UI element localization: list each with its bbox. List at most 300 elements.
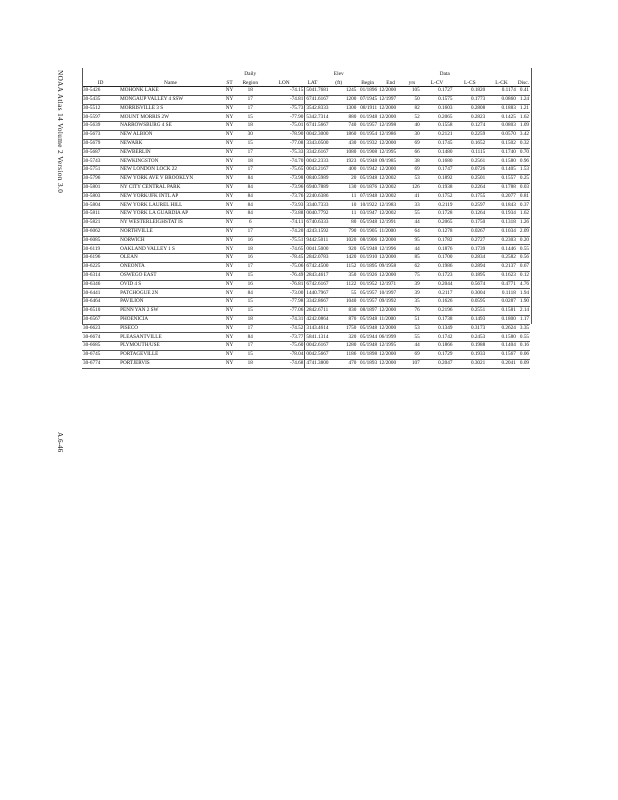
table-cell: 84 <box>237 210 263 219</box>
table-cell: 0.2259 <box>453 130 486 139</box>
table-cell: 12/2000 <box>378 104 403 113</box>
table-cell: 1.09 <box>517 122 530 131</box>
table-cell: NY <box>222 262 237 271</box>
table-cell: 0.0726 <box>453 166 486 175</box>
table-cell: 12/2000 <box>378 236 403 245</box>
table-cell: -73.96 <box>263 183 305 192</box>
table-cell: 0.1755 <box>453 192 486 201</box>
table-cell: 30-6567 <box>82 315 119 324</box>
table-cell: NY <box>222 254 237 263</box>
table-cell: 01/1957 <box>357 298 378 307</box>
table-cell: 07/1945 <box>357 95 378 104</box>
table-cell: NY <box>222 183 237 192</box>
table-cell: NY <box>222 350 237 359</box>
column-header: (ft) <box>320 77 357 87</box>
table-cell: 35 <box>403 298 420 307</box>
table-cell: 0.2894 <box>453 262 486 271</box>
table-cell: -73.77 <box>263 333 305 342</box>
table-cell: 30-5751 <box>82 166 119 175</box>
table-cell: 1.90 <box>517 298 530 307</box>
table-cell: 130 <box>320 183 357 192</box>
table-cell: 1.26 <box>517 218 530 227</box>
table-cell: 1152 <box>320 262 357 271</box>
table-cell: 30-6441 <box>82 289 119 298</box>
table-cell: 18 <box>237 315 263 324</box>
table-cell: NEW YORK LAUREL HILL <box>119 201 222 210</box>
table-cell: 17 <box>237 262 263 271</box>
table-cell: 0.1567 <box>486 350 517 359</box>
table-cell: 0043.2167 <box>306 166 329 173</box>
table-row <box>82 218 530 227</box>
table-row <box>82 130 530 139</box>
table-cell: 01/1942 <box>357 166 378 175</box>
table-row <box>82 95 530 104</box>
table-cell: PLEASANTVILLE <box>119 333 222 342</box>
table-cell: 30-6346 <box>82 280 119 289</box>
table-cell: PHOENICIA <box>119 315 222 324</box>
table-cell: -73.88 <box>263 210 305 219</box>
table-cell: 30-5811 <box>82 210 119 219</box>
table-cell: 0.1866 <box>421 342 454 351</box>
table-row <box>82 113 530 122</box>
column-header: ID <box>82 77 119 87</box>
column-header: End <box>378 77 403 87</box>
column-header: L-CV <box>421 77 454 87</box>
table-cell: 430 <box>320 139 357 148</box>
table-cell: PENN YAN 2 SW <box>119 306 222 315</box>
table-cell: 12/1971 <box>378 280 403 289</box>
table-cell: NY <box>222 210 237 219</box>
table-cell: MOHONK LAKE <box>119 87 222 96</box>
table-cell: 0.2196 <box>421 306 454 315</box>
table-cell: 400 <box>320 166 357 175</box>
table-cell: 1245 <box>320 87 357 96</box>
table-cell: 0.1318 <box>486 218 517 227</box>
table-cell: 05/1948 <box>357 157 378 166</box>
table-cell: 0.70 <box>517 148 530 157</box>
header-row <box>82 77 530 87</box>
table-cell: ONEONTA <box>119 262 222 271</box>
table-cell: 0.3173 <box>453 324 486 333</box>
table-cell: PAVILION <box>119 298 222 307</box>
table-cell: -74.20 <box>263 227 305 236</box>
table-cell: 0.1883 <box>486 104 517 113</box>
table-cell: -74.11 <box>263 218 305 227</box>
table-cell: 830 <box>320 306 357 315</box>
table-cell: 84 <box>237 201 263 210</box>
table-cell: 84 <box>237 174 263 183</box>
table-cell: -73.76 <box>263 192 305 201</box>
table-cell: OVID 4 S <box>119 280 222 289</box>
table-cell: 66 <box>403 148 420 157</box>
table-cell: -78.90 <box>263 130 305 139</box>
table-cell: 17 <box>237 148 263 157</box>
table-cell: NY <box>222 148 237 157</box>
table-row <box>82 298 530 307</box>
table-cell: NY <box>222 245 237 254</box>
table-cell: 1122 <box>320 280 357 289</box>
table-cell: 740 <box>320 122 357 131</box>
table-cell: 30-6674 <box>82 333 119 342</box>
table-cell: 44 <box>403 218 420 227</box>
table-cell: 12/1991 <box>378 218 403 227</box>
table-cell: 0.1782 <box>421 236 454 245</box>
table-cell: 0.1747 <box>421 166 454 175</box>
table-cell: 0.1623 <box>486 271 517 280</box>
table-cell: 30 <box>403 130 420 139</box>
table-cell: 0.1933 <box>453 350 486 359</box>
table-cell: 0.1876 <box>421 245 454 254</box>
table-cell: 6740.6333 <box>306 219 329 226</box>
table-cell: 01/1896 <box>357 87 378 96</box>
table-cell: 1440.7967 <box>306 289 329 296</box>
table-cell: 0.2044 <box>421 280 454 289</box>
table-cell: 12/2002 <box>378 174 403 183</box>
table-cell: 30-5821 <box>82 218 119 227</box>
table-cell: 0.1740 <box>486 148 517 157</box>
table-cell: 470 <box>320 359 357 368</box>
table-cell: 01/1926 <box>357 271 378 280</box>
table-cell: 350 <box>320 271 357 280</box>
table-cell: 0.1502 <box>486 139 517 148</box>
table-row <box>82 148 530 157</box>
table-cell: OLEAN <box>119 254 222 263</box>
table-cell: 0.1558 <box>421 122 454 131</box>
table-cell: 4.76 <box>517 280 530 289</box>
table-cell: 12/1997 <box>378 95 403 104</box>
table-cell: 10/1997 <box>378 289 403 298</box>
table-cell: 0.37 <box>517 201 530 210</box>
table-cell: 12/2000 <box>378 139 403 148</box>
table-cell: 1300 <box>320 104 357 113</box>
table-cell: 0.2561 <box>453 157 486 166</box>
table-cell: 0.1739 <box>453 245 486 254</box>
table-cell: 3342.8667 <box>306 298 329 305</box>
table-cell: 12/1996 <box>378 245 403 254</box>
table-cell: 0.55 <box>517 245 530 254</box>
table-cell: 880 <box>320 113 357 122</box>
table-body <box>82 87 530 369</box>
table-cell: 0840.5989 <box>306 175 329 182</box>
table-cell: 15 <box>237 271 263 280</box>
table-cell: 0.2137 <box>486 262 517 271</box>
table-cell: 0.2047 <box>421 359 454 368</box>
table-cell: 18 <box>237 245 263 254</box>
table-cell: NY <box>222 139 237 148</box>
table-cell: 08/1906 <box>357 236 378 245</box>
table-cell: 30-6685 <box>82 342 119 351</box>
table-cell: -75.60 <box>263 342 305 351</box>
table-cell: 0.1557 <box>486 174 517 183</box>
running-head <box>52 70 66 320</box>
table-cell: 0.2727 <box>453 236 486 245</box>
table-cell: 0.32 <box>517 139 530 148</box>
table-cell: 1.94 <box>517 289 530 298</box>
table-cell: 1200 <box>320 95 357 104</box>
table-cell: 30-6196 <box>82 254 119 263</box>
table-cell: 1020 <box>320 236 357 245</box>
table-cell: -78.45 <box>263 254 305 263</box>
table-cell: 0.1118 <box>486 289 517 298</box>
table-cell: NEW ALBION <box>119 130 222 139</box>
table-cell: 12/1986 <box>378 130 403 139</box>
table-cell: 64 <box>403 227 420 236</box>
table-cell: 10 <box>320 201 357 210</box>
table-cell: 790 <box>320 227 357 236</box>
table-cell: 17 <box>237 227 263 236</box>
table-cell: NY <box>222 298 237 307</box>
table-cell: -74.70 <box>263 157 305 166</box>
table-cell: NY <box>222 359 237 368</box>
table-cell: 0.1115 <box>453 148 486 157</box>
table-cell: 30 <box>237 130 263 139</box>
table-cell: 0.1603 <box>421 104 454 113</box>
table-cell: 0.2041 <box>486 359 517 368</box>
column-header: L-CK <box>486 77 517 87</box>
table-row <box>82 139 530 148</box>
table-cell: 05/1948 <box>357 315 378 324</box>
column-header: LON <box>263 77 305 87</box>
table-cell: 0.1820 <box>453 87 486 96</box>
table-cell: 0.2453 <box>453 333 486 342</box>
table-cell: 07/1948 <box>357 192 378 201</box>
table-cell: NY <box>222 174 237 183</box>
table-cell: 2.14 <box>517 306 530 315</box>
table-cell: 0.1738 <box>421 315 454 324</box>
table-cell: 69 <box>403 139 420 148</box>
table-cell: 05/1948 <box>357 245 378 254</box>
table-cell: 0.1581 <box>486 306 517 315</box>
table-cell: 0.1404 <box>486 342 517 351</box>
table-cell: 05/1948 <box>357 218 378 227</box>
table-cell: 3.42 <box>517 130 530 139</box>
table-cell: 62 <box>403 262 420 271</box>
table-cell: PATCHOGUE 2N <box>119 289 222 298</box>
table-cell: NEW YORK AVE V BROOKLYN <box>119 174 222 183</box>
table-cell: NY <box>222 315 237 324</box>
table-cell: 18 <box>237 359 263 368</box>
table-cell: 84 <box>237 333 263 342</box>
table-row <box>82 324 530 333</box>
table-cell: 0.1773 <box>453 95 486 104</box>
table-cell: 0.55 <box>517 333 530 342</box>
table-cell: 0.3004 <box>453 289 486 298</box>
column-header: Region <box>237 77 263 87</box>
table-cell: -75.73 <box>263 104 305 113</box>
table-cell: 0.1892 <box>421 174 454 183</box>
table-cell: 1.53 <box>517 166 530 175</box>
table-cell: 0.25 <box>517 174 530 183</box>
table-cell: 15 <box>237 139 263 148</box>
table-cell: 16 <box>237 254 263 263</box>
table-cell: 0.1626 <box>421 298 454 307</box>
table-cell: 30-5639 <box>82 122 119 131</box>
table-cell: 01/1932 <box>357 139 378 148</box>
table-cell: 20 <box>320 174 357 183</box>
table-cell: 5342.7314 <box>306 113 329 120</box>
table-cell: 4741.3800 <box>306 360 329 366</box>
table-cell: 15 <box>237 350 263 359</box>
table-cell: 75 <box>403 271 420 280</box>
table-cell: 10/1922 <box>357 201 378 210</box>
header-data: Data <box>439 70 450 77</box>
table-cell: 55 <box>403 333 420 342</box>
table-cell: 06/1999 <box>378 333 403 342</box>
table-cell: 0.1729 <box>421 350 454 359</box>
table-cell: 12/2000 <box>378 271 403 280</box>
table-cell: 0.1700 <box>421 254 454 263</box>
table-cell: NY <box>222 166 237 175</box>
table-cell: 30-5801 <box>82 183 119 192</box>
table-cell: NY <box>222 218 237 227</box>
table-cell: 0.1727 <box>421 87 454 96</box>
table-cell: 39 <box>403 280 420 289</box>
table-cell: 0.03 <box>517 183 530 192</box>
table-cell: -74.68 <box>263 359 305 368</box>
table-row <box>82 210 530 219</box>
table-cell: 95 <box>403 236 420 245</box>
table-cell: 38 <box>403 157 420 166</box>
table-cell: 0.2077 <box>486 192 517 201</box>
table-cell: 0.12 <box>517 271 530 280</box>
table-cell: 41 <box>403 192 420 201</box>
table-cell: 30-6085 <box>82 236 119 245</box>
table-row <box>82 245 530 254</box>
table-cell: 30-6623 <box>82 324 119 333</box>
table-cell: NEWKINGSTON <box>119 157 222 166</box>
table-cell: 11/2000 <box>378 315 403 324</box>
table-cell: 0.0595 <box>453 298 486 307</box>
table-cell: 920 <box>320 245 357 254</box>
table-cell: -76.81 <box>263 280 305 289</box>
table-cell: 30-5803 <box>82 192 119 201</box>
table-cell: -75.01 <box>263 122 305 131</box>
table-cell: 17 <box>237 95 263 104</box>
table-cell: PORTJERVIS <box>119 359 222 368</box>
table-cell: 1.21 <box>517 104 530 113</box>
table-row <box>82 315 530 324</box>
table-cell: 12/2002 <box>378 192 403 201</box>
table-cell: 01/1957 <box>357 122 378 131</box>
table-cell: NY <box>222 192 237 201</box>
table-header <box>82 68 530 87</box>
table-cell: -77.98 <box>263 298 305 307</box>
table-cell: 40 <box>403 122 420 131</box>
table-cell: 30-5512 <box>82 104 119 113</box>
table-cell: 0.2823 <box>453 113 486 122</box>
table-cell: NY <box>222 289 237 298</box>
table-cell: 09/1958 <box>378 262 403 271</box>
table-row <box>82 122 530 131</box>
table-cell: 1040 <box>320 298 357 307</box>
table-cell: NY CITY CENTRAL PARK <box>119 183 222 192</box>
table-cell: -75.33 <box>263 148 305 157</box>
table-cell: 0.1349 <box>421 324 454 333</box>
table-cell: 3340.7333 <box>306 201 329 208</box>
table-cell: 1.24 <box>517 95 530 104</box>
table-cell: 2842.0783 <box>306 254 329 261</box>
table-cell: 0.1493 <box>453 315 486 324</box>
table-cell: NY <box>222 342 237 351</box>
table-row <box>82 306 530 315</box>
running-head-text: NOAA Atlas 14 Volume 2 Version 3.0 <box>56 70 64 194</box>
table-cell: 6741.5667 <box>306 122 329 129</box>
table-row <box>82 289 530 298</box>
table-cell: 30-5679 <box>82 139 119 148</box>
table-cell: 51 <box>403 315 420 324</box>
table-cell: 0040.7792 <box>306 210 329 217</box>
table-cell: 0.1752 <box>421 192 454 201</box>
table-cell: 30-5804 <box>82 201 119 210</box>
table-cell: 1.17 <box>517 315 530 324</box>
table-row <box>82 183 530 192</box>
table-cell: 3143.4614 <box>306 324 329 331</box>
table-row <box>82 262 530 271</box>
table-cell: 12/2000 <box>378 87 403 96</box>
table-cell: 0.1580 <box>486 333 517 342</box>
table-cell: 2843.4617 <box>306 272 329 279</box>
table-cell: NY <box>222 122 237 131</box>
table-cell: 6 <box>237 218 263 227</box>
column-header: LAT <box>305 77 320 87</box>
table-cell: 0.2065 <box>421 113 454 122</box>
table-cell: OSWEGO EAST <box>119 271 222 280</box>
column-header: Begin <box>357 77 378 87</box>
table-cell: 12/2000 <box>378 324 403 333</box>
column-header: yrs <box>403 77 420 87</box>
table-cell: 01/1952 <box>357 280 378 289</box>
table-cell: 0.1446 <box>486 245 517 254</box>
table-cell: 11 <box>320 210 357 219</box>
table-cell: 15 <box>237 113 263 122</box>
table-cell: 17 <box>237 324 263 333</box>
table-cell: 6742.4500 <box>306 263 329 270</box>
table-row <box>82 271 530 280</box>
table-cell: 05/1948 <box>357 324 378 333</box>
table-cell: NEWARK <box>119 139 222 148</box>
table-cell: 0.1934 <box>486 210 517 219</box>
table-cell: 6741.6167 <box>306 96 329 103</box>
table-cell: 0.20 <box>517 236 530 245</box>
table-row <box>82 359 530 368</box>
table-cell: 53 <box>403 324 420 333</box>
table-cell: 33 <box>403 201 420 210</box>
table-cell: 12/2000 <box>378 306 403 315</box>
table-cell: NY WESTERLEIGHSTAT IS <box>119 218 222 227</box>
table-cell: 0.2117 <box>421 289 454 298</box>
table-cell: 0.1405 <box>486 166 517 175</box>
table-cell: -74.31 <box>263 315 305 324</box>
table-cell: 0042.5667 <box>306 351 329 358</box>
table-cell: 0.1742 <box>421 333 454 342</box>
table-cell: 12/1998 <box>378 122 403 131</box>
table-cell: 01/1905 <box>357 227 378 236</box>
table-cell: PORTAGEVILLE <box>119 350 222 359</box>
table-cell: 09/1985 <box>378 157 403 166</box>
table-cell: 01/1893 <box>357 359 378 368</box>
table-cell: 126 <box>403 183 420 192</box>
table-cell: -73.98 <box>263 174 305 183</box>
table-cell: 0.1278 <box>421 227 454 236</box>
table-cell: 12/1983 <box>378 201 403 210</box>
table-cell: 5841.1314 <box>306 333 329 340</box>
table-cell: 0.2119 <box>421 201 454 210</box>
table-cell: 4242.0864 <box>306 316 329 323</box>
table-cell: -73.93 <box>263 201 305 210</box>
table-cell: 1186 <box>320 350 357 359</box>
table-row <box>82 280 530 289</box>
table-cell: MORRISVILLE 3 S <box>119 104 222 113</box>
